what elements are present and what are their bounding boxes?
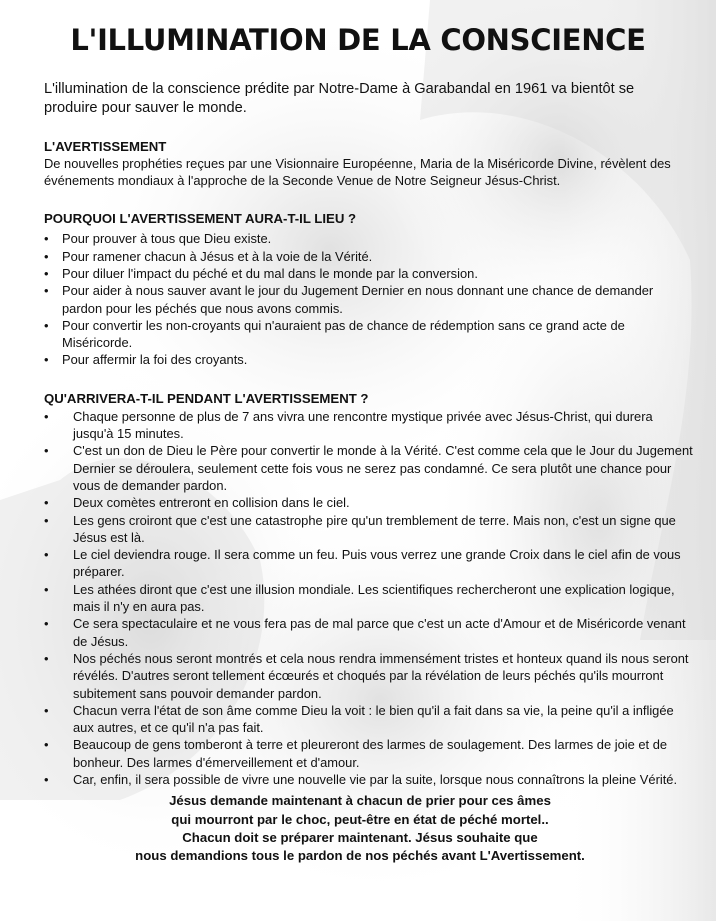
bullet-icon: • — [44, 231, 49, 247]
list-item-text: Pour affermir la foi des croyants. — [62, 352, 248, 368]
list-item-text: Nos péchés nous seront montrés et cela nous rendra immensément tristes et honteux quand ils nous seront révélés. D'autres seront tellement écœurés et choqués par la révélation de leurs péchés qu'ils mourront subitement sans pouvoir demander pardon. — [73, 650, 689, 701]
list-item — [44, 317, 696, 352]
section-avertissement — [44, 138, 696, 189]
list-item — [44, 771, 696, 788]
list-item-text: Car, enfin, il sera possible de vivre une nouvelle vie par la suite, lorsque nous connaîtrons la pleine Vérité. — [73, 772, 678, 788]
section-pendant — [44, 390, 696, 789]
list-item — [44, 265, 696, 282]
list-item-text: Ce sera spectaculaire et ne vous fera pas de mal parce que c'est un acte d'Amour et de Miséricorde venant de Jésus. — [73, 616, 686, 649]
closing-line: qui mourront par le choc, peut-être en état de péché mortel.. — [171, 811, 549, 827]
section-heading-pendant: QU'ARRIVERA-T-IL PENDANT L'AVERTISSEMENT ? — [44, 390, 369, 406]
list-item-text: Pour aider à nous sauver avant le jour du Jugement Dernier en nous donnant une chance de demander pardon pour les péchés que nous avons commis. — [62, 283, 654, 316]
list-item — [44, 615, 696, 650]
list-pendant — [44, 408, 696, 789]
list-item — [44, 442, 696, 494]
bullet-icon: • — [44, 352, 49, 368]
bullet-icon: • — [44, 616, 49, 632]
bullet-icon: • — [44, 547, 49, 563]
bullet-icon: • — [44, 266, 49, 281]
list-item — [44, 736, 696, 771]
bullet-icon: • — [44, 495, 49, 511]
list-item — [44, 581, 696, 616]
list-item — [44, 230, 696, 247]
section-text-avertissement: De nouvelles prophéties reçues par une Visionnaire Européenne, Maria de la Miséricorde Divine, révèlent des événements mondiaux à l'approche de la Seconde Venue de Notre Seigneur Jésus-Christ. — [44, 156, 671, 189]
list-item-text: Pour prouver à tous que Dieu existe. — [62, 231, 272, 247]
bullet-icon: • — [44, 737, 49, 753]
list-item — [44, 408, 696, 443]
list-item — [44, 512, 696, 547]
list-item-text: Le ciel deviendra rouge. Il sera comme un feu. Puis vous verrez une grande Croix dans le ciel afin de vous préparer. — [73, 547, 681, 580]
bullet-icon: • — [44, 283, 49, 299]
intro-paragraph: L'illumination de la conscience prédite par Notre-Dame à Garabandal en 1961 va bientôt se produire pour sauver le monde. — [44, 81, 635, 116]
page-title: L'ILLUMINATION DE LA CONSCIENCE — [70, 23, 646, 57]
list-item-text: Chacun verra l'état de son âme comme Dieu la voit : le bien qu'il a fait dans sa vie, la peine qu'il a infligée aux autres, et ce qu'il n'a pas fait. — [73, 702, 674, 736]
section-heading-avertissement: L'AVERTISSEMENT — [44, 139, 167, 154]
closing-line: nous demandions tous le pardon de nos péchés avant L'Avertissement. — [135, 848, 585, 864]
section-heading-pourquoi: POURQUOI L'AVERTISSEMENT AURA-T-IL LIEU ? — [44, 211, 357, 227]
closing-statement — [24, 792, 696, 865]
list-item-text: Pour diluer l'impact du péché et du mal dans le monde par la conversion. — [62, 266, 478, 281]
list-item-text: Les gens croiront que c'est une catastrophe pire qu'un tremblement de terre. Mais non, c'est un signe que Jésus est là. — [73, 512, 676, 545]
closing-line: Jésus demande maintenant à chacun de prier pour ces âmes — [169, 793, 551, 809]
bullet-icon: • — [44, 581, 49, 597]
bullet-icon: • — [44, 408, 49, 424]
list-item — [44, 248, 696, 265]
list-item-text: Les athées diront que c'est une illusion mondiale. Les scientifiques rechercheront une explication logique, mais il n'y en aura pas. — [73, 581, 675, 615]
bullet-icon: • — [44, 443, 49, 459]
list-item-text: C'est un don de Dieu le Père pour convertir le monde à la Vérité. C'est comme cela que le Jour du Jugement Dernier se déroulera, seulement cette fois vous ne serez pas condamné. Ce sera plutôt une chance pour vous de demander pardon. — [73, 443, 693, 493]
list-item-text: Pour ramener chacun à Jésus et à la voie de la Vérité. — [62, 248, 373, 264]
list-item — [44, 702, 696, 737]
bullet-icon: • — [44, 512, 49, 528]
bullet-icon: • — [44, 772, 49, 788]
list-item — [44, 494, 696, 511]
bullet-icon: • — [44, 650, 49, 666]
list-item — [44, 351, 696, 368]
bullet-icon: • — [44, 317, 49, 333]
list-item-text: Deux comètes entreront en collision dans le ciel. — [73, 495, 350, 511]
list-item — [44, 546, 696, 581]
list-item-text: Chaque personne de plus de 7 ans vivra une rencontre mystique privée avec Jésus-Christ, qui durera jusqu'à 15 minutes. — [73, 408, 653, 442]
section-pourquoi — [44, 210, 696, 368]
list-pourquoi — [44, 230, 696, 368]
bullet-icon: • — [44, 248, 49, 264]
bullet-icon: • — [44, 702, 49, 718]
list-item-text: Pour convertir les non-croyants qui n'auraient pas de chance de rédemption sans ce grand acte de Miséricorde. — [62, 317, 625, 351]
list-item — [44, 650, 696, 702]
closing-line: Chacun doit se préparer maintenant. Jésus souhaite que — [182, 829, 538, 845]
list-item-text: Beaucoup de gens tomberont à terre et pleureront des larmes de soulagement. Des larmes de joie et de bonheur. Des larmes d'émerveillement et d'amour. — [73, 737, 668, 770]
list-item — [44, 282, 696, 317]
